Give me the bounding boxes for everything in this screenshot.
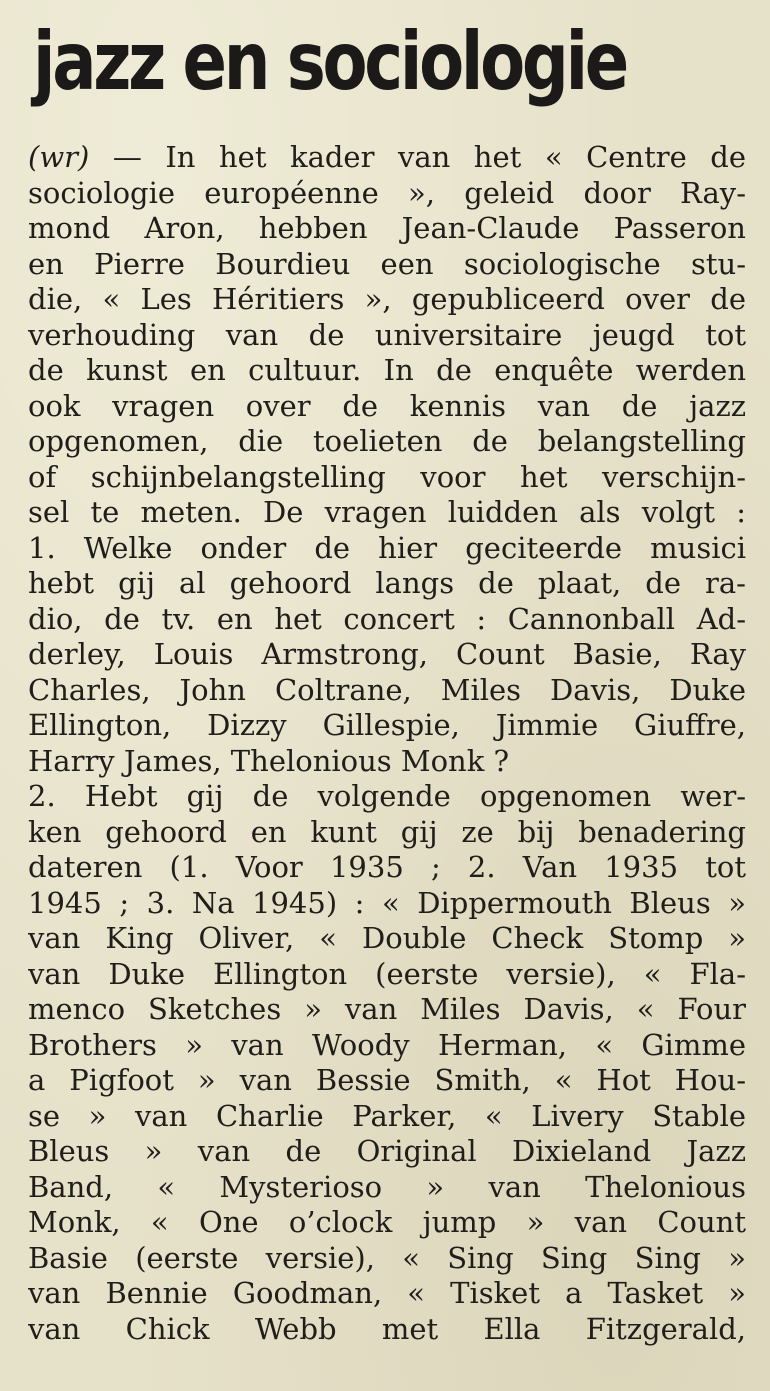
article-line [28,140,746,176]
article-line: Monk, « One o’clock jump » van Count [28,1205,746,1239]
article-line: Ellington, Dizzy Gillespie, Jimmie Giuffre, [28,708,746,742]
article-line: menco Sketches » van Miles Davis, « Four [28,992,746,1026]
article-line: sel te meten. De vragen luidden als volgt : [28,495,746,529]
article-line: 2. Hebt gij de volgende opgenomen wer- [28,779,746,813]
article-line: derley, Louis Armstrong, Count Basie, Ray [28,637,746,671]
article-line: of schijnbelangstelling voor het verschijn- [28,459,746,494]
article-line: Harry James, Thelonious Monk ? [28,743,510,778]
article-line: Brothers » van Woody Herman, « Gimme [28,1027,746,1062]
article-line: 1. Welke onder de hier geciteerde musici [28,530,746,565]
article-line: opgenomen, die toelieten de belangstelling [28,424,746,458]
article-line: dateren (1. Voor 1935 ; 2. Van 1935 tot [28,850,746,884]
article-line: Basie (eerste versie), « Sing Sing Sing » [28,1240,746,1275]
article-line: die, « Les Héritiers », gepubliceerd over de [28,282,746,316]
article-line: se » van Charlie Parker, « Livery Stable [28,1098,746,1133]
article-line: Charles, John Coltrane, Miles Davis, Duke [28,672,746,707]
article-body [28,140,746,1347]
article-line: van Duke Ellington (eerste versie), « Fla- [28,956,746,991]
article-line: van Bennie Goodman, « Tisket a Tasket » [28,1276,746,1310]
article-line: de kunst en cultuur. In de enquête werden [28,353,746,387]
article-line: verhouding van de universitaire jeugd tot [28,317,746,352]
article-line: van Chick Webb met Ella Fitzgerald, [28,1311,746,1346]
article-line: Band, « Mysterioso » van Thelonious [28,1169,746,1204]
article-line: hebt gij al gehoord langs de plaat, de ra- [28,566,746,600]
article-line: van King Oliver, « Double Check Stomp » [28,921,746,955]
article-line-text: — In het kader van het « Centre de [112,140,746,174]
article-line: mond Aron, hebben Jean-Claude Passeron [28,211,746,245]
byline: (wr) [28,140,90,174]
article-line: 1945 ; 3. Na 1945) : « Dippermouth Bleus » [28,885,746,920]
headline: jazz en sociologie [33,15,626,108]
article-line: ook vragen over de kennis van de jazz [28,388,746,423]
article-line: Bleus » van de Original Dixieland Jazz [28,1134,746,1168]
article-line: dio, de tv. en het concert : Cannonball Ad- [28,601,746,636]
article-line: sociologie européenne », geleid door Ray- [28,175,746,210]
article-line: ken gehoord en kunt gij ze bij benadering [28,814,746,849]
article-line: en Pierre Bourdieu een sociologische stu- [28,246,746,281]
article-line: a Pigfoot » van Bessie Smith, « Hot Hou- [28,1063,746,1097]
